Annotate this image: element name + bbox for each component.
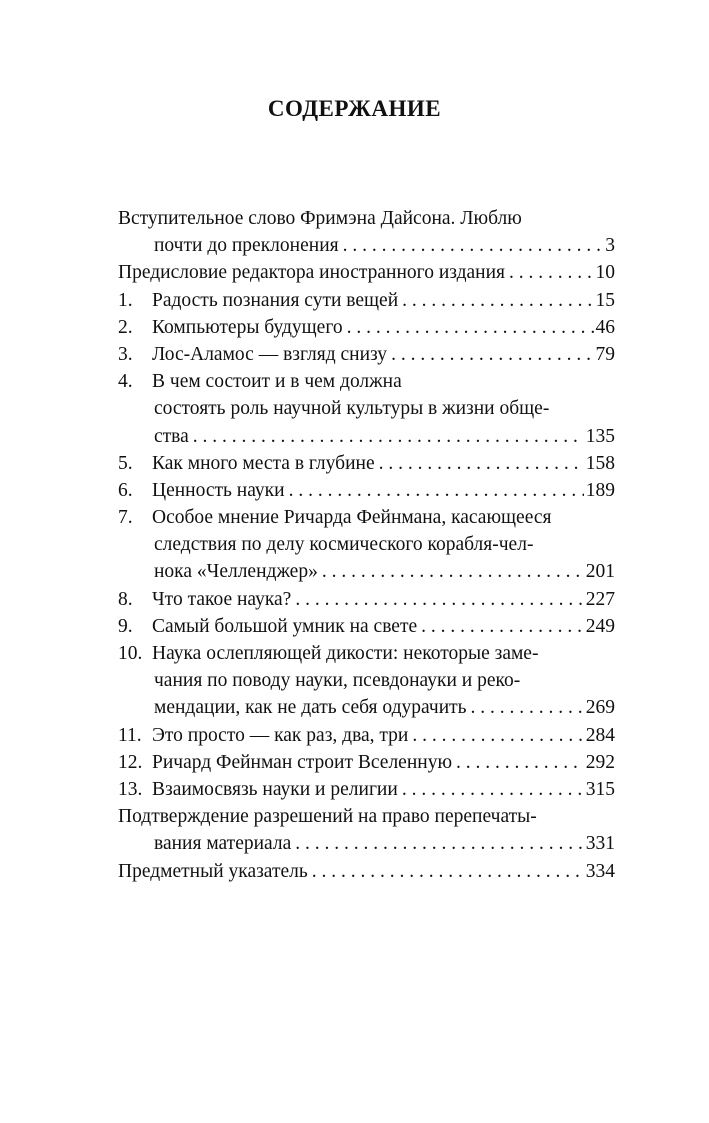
toc-entry-line (118, 694, 615, 721)
toc-entry-line (118, 586, 615, 613)
dot-leader (379, 450, 584, 477)
toc-entry-line (118, 858, 615, 885)
toc-entry-number: 5. (118, 452, 133, 474)
toc-entry-title: чания по поводу науки, псевдонауки и реко- (154, 670, 521, 692)
toc-entry-line (118, 395, 615, 422)
toc-entry-title: Подтверждение разрешений на право перепечаты- (118, 806, 537, 828)
dot-leader (509, 259, 593, 286)
page-title: СОДЕРЖАНИЕ (267, 96, 442, 121)
toc-entry-line (118, 287, 615, 314)
dot-leader (471, 694, 584, 721)
toc-entry-title: Самый большой умник на свете (152, 615, 418, 637)
dot-leader (402, 776, 584, 803)
toc-entry-title: Наука ослепляющей дикости: некоторые заме- (152, 643, 539, 664)
table-of-contents (118, 205, 615, 885)
toc-entry-line (118, 477, 615, 504)
toc-entry (118, 613, 615, 640)
toc-entry-title: Ценность науки (152, 479, 285, 501)
toc-entry-title: Взаимосвязь науки и религии (152, 778, 398, 800)
toc-entry-title: Предметный указатель (118, 860, 308, 882)
dot-leader (347, 314, 594, 341)
toc-entry-line (118, 259, 615, 286)
toc-entry-page: 135 (585, 425, 615, 447)
dot-leader (402, 287, 593, 314)
toc-entry-number: 1. (118, 289, 133, 311)
toc-entry (118, 450, 615, 477)
toc-entry-title: Особое мнение Ричарда Фейнмана, касающееся (152, 507, 552, 529)
dot-leader (421, 613, 584, 640)
toc-entry (118, 341, 615, 368)
toc-entry-title: Радость познания сути вещей (152, 289, 399, 311)
toc-entry-number: 9. (118, 615, 133, 637)
toc-entry (118, 586, 615, 613)
toc-entry-title: Предисловие редактора иностранного издания (118, 262, 506, 284)
toc-entry-line (118, 667, 615, 694)
toc-entry-number: 11. (118, 724, 142, 746)
toc-entry-page: 292 (585, 751, 615, 773)
toc-entry-title: Вступительное слово Фримэна Дайсона. Люблю (118, 208, 522, 229)
toc-entry-page: 3 (605, 235, 615, 257)
toc-entry-number: 12. (118, 751, 143, 773)
toc-entry-title: нока «Челленджер» (154, 561, 318, 583)
toc-entry-title: В чем состоит и в чем должна (152, 371, 402, 393)
toc-entry-line (118, 613, 615, 640)
dot-leader (322, 558, 584, 585)
toc-entry-number: 7. (118, 507, 133, 529)
toc-entry-line (118, 776, 615, 803)
toc-entry-line (118, 531, 615, 558)
toc-entry-line (118, 722, 615, 749)
dot-leader (295, 586, 583, 613)
toc-entry-page: 227 (585, 588, 615, 610)
dot-leader (391, 341, 593, 368)
toc-entry-page: 158 (585, 452, 615, 474)
toc-entry-line (118, 558, 615, 585)
toc-entry-line (118, 450, 615, 477)
toc-entry-page: 201 (585, 561, 615, 583)
toc-entry-title: Компьютеры будущего (152, 316, 343, 338)
toc-entry-line (118, 205, 615, 232)
toc-entry (118, 314, 615, 341)
toc-entry-page: 284 (585, 724, 615, 746)
toc-entry-line (118, 830, 615, 857)
toc-entry-number: 4. (118, 371, 133, 393)
dot-leader (295, 830, 583, 857)
toc-entry-line (118, 640, 615, 667)
toc-entry-number: 8. (118, 588, 133, 610)
toc-entry-page: 249 (585, 615, 615, 637)
toc-entry-title: почти до преклонения (154, 235, 339, 257)
toc-entry-title: ства (154, 425, 189, 447)
toc-entry-page: 46 (595, 316, 615, 338)
toc-entry-page: 15 (595, 289, 615, 311)
toc-entry-page: 189 (585, 479, 615, 501)
toc-entry-title: Ричард Фейнман строит Вселенную (152, 751, 453, 773)
toc-entry (118, 776, 615, 803)
toc-entry-number: 2. (118, 316, 133, 338)
dot-leader (343, 232, 604, 259)
dot-leader (193, 423, 584, 450)
toc-entry (118, 803, 615, 857)
toc-entry (118, 205, 615, 259)
toc-entry-page: 79 (595, 343, 615, 365)
toc-entry-line (118, 803, 615, 830)
toc-entry (118, 287, 615, 314)
toc-entry (118, 368, 615, 450)
toc-entry-line (118, 232, 615, 259)
dot-leader (456, 749, 584, 776)
toc-entry-title: Это просто — как раз, два, три (152, 724, 409, 746)
toc-entry (118, 259, 615, 286)
toc-entry-page: 334 (585, 860, 615, 882)
toc-entry-page: 331 (585, 833, 615, 855)
toc-entry-line (118, 504, 615, 531)
toc-entry-title: мендации, как не дать себя одурачить (154, 697, 467, 719)
toc-entry-page: 315 (585, 778, 615, 800)
toc-entry (118, 477, 615, 504)
toc-entry (118, 504, 615, 586)
toc-entry-title: Что такое наука? (152, 588, 292, 610)
toc-entry-number: 6. (118, 479, 133, 501)
toc-entry-number: 3. (118, 343, 133, 365)
toc-entry-title: вания материала (154, 833, 292, 855)
toc-entry-line (118, 341, 615, 368)
toc-entry-line (118, 368, 615, 395)
toc-entry-title: следствия по делу космического корабля-чел- (154, 534, 534, 556)
toc-entry (118, 640, 615, 722)
toc-entry-line (118, 314, 615, 341)
dot-leader (412, 722, 583, 749)
toc-entry-title: Как много места в глубине (152, 452, 375, 474)
toc-entry (118, 722, 615, 749)
toc-entry-line (118, 423, 615, 450)
dot-leader (312, 858, 584, 885)
toc-entry-title: Лос-Аламос — взгляд снизу (152, 343, 388, 365)
toc-entry-page: 10 (595, 262, 615, 284)
toc-entry (118, 749, 615, 776)
toc-entry-number: 10. (118, 643, 143, 664)
toc-entry-page: 269 (585, 697, 615, 719)
toc-entry (118, 858, 615, 885)
toc-entry-title: состоять роль научной культуры в жизни обще- (154, 398, 550, 420)
dot-leader (289, 477, 584, 504)
toc-entry-line (118, 749, 615, 776)
toc-entry-number: 13. (118, 778, 143, 800)
